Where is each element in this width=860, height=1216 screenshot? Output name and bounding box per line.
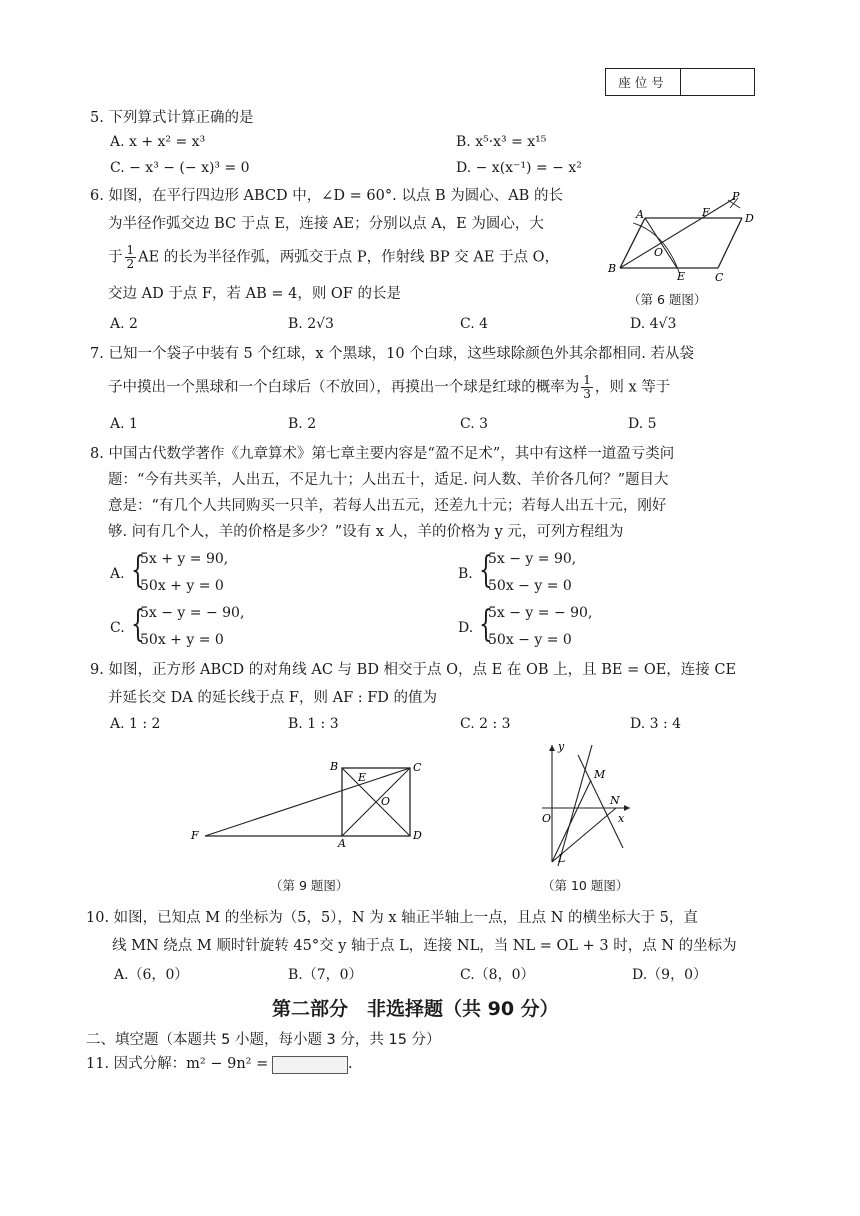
section2-title: 二、填空题（本题共 5 小题，每小题 3 分，共 15 分）: [86, 1032, 441, 1048]
q10-option-d: D.（9，0）: [632, 967, 707, 983]
q6-label-f: F: [702, 206, 710, 219]
q10-line-2: 线 MN 绕点 M 顺时针旋转 45°交 y 轴于点 L，连接 NL，当 NL = OL + 3 时，点 N 的坐标为: [112, 938, 737, 954]
q8-option-d-brace: {: [479, 604, 493, 645]
q11-answer-blank[interactable]: [272, 1056, 348, 1074]
q10-option-c: C.（8，0）: [460, 967, 535, 983]
q7-option-b: B. 2: [288, 416, 317, 432]
q10-option-b: B.（7，0）: [288, 967, 363, 983]
q7-option-c: C. 3: [460, 416, 489, 432]
q6-line-3: 于 $\frac{1}{2}$ AE 的长为半径作弧，两弧交于点 P，作射线 BP 交 AE 于点 O，: [108, 243, 560, 271]
q10-label-n: N: [610, 794, 620, 807]
q8-option-b-label: B.: [458, 566, 473, 582]
q6-label-c: C: [715, 271, 724, 284]
q11-tail: .: [348, 1056, 353, 1072]
q6-figure: [600, 188, 760, 288]
q8-option-a-eq2: 50x + y = 0: [140, 578, 224, 594]
q5-option-d: D. − x(x⁻¹) = − x²: [456, 160, 582, 176]
q9-option-c: C. 2 : 3: [460, 716, 511, 732]
q6-option-b: B. 2√3: [288, 316, 334, 332]
q6-label-b: B: [608, 262, 617, 275]
q6-option-c: C. 4: [460, 316, 489, 332]
q8-option-c-eq1: 5x − y = − 90,: [140, 605, 245, 621]
q8-option-b-eq1: 5x − y = 90,: [488, 551, 577, 567]
q9-option-b: B. 1 : 3: [288, 716, 339, 732]
q9-label-e: E: [358, 771, 367, 784]
part2-title: 第二部分 非选择题（共 90 分）: [272, 998, 559, 1020]
q8-option-c-eq2: 50x + y = 0: [140, 632, 224, 648]
q6-line-4: 交边 AD 于点 F，若 AB = 4，则 OF 的长是: [108, 286, 401, 302]
q10-caption: （第 10 题图）: [542, 878, 629, 893]
q6-line-1: 6. 如图，在平行四边形 ABCD 中，∠D = 60°. 以点 B 为圆心、AB 的长: [90, 188, 563, 204]
q6-label-o: O: [654, 246, 664, 259]
q6-label-e: E: [677, 270, 686, 283]
q8-line-2: 题：“今有共买羊，人出五，不足九十；人出五十，适足. 问人数、羊价各几何？”题目大: [108, 472, 669, 488]
q5-option-a: A. x + x² = x³: [110, 134, 206, 150]
q8-option-a-label: A.: [110, 566, 125, 582]
q5-stem: 5. 下列算式计算正确的是: [90, 110, 254, 126]
q10-label-o: O: [542, 812, 552, 825]
q5-option-b: B. x⁵·x³ = x¹⁵: [456, 134, 547, 150]
q10-figure: [530, 740, 640, 870]
q8-option-d-eq1: 5x − y = − 90,: [488, 605, 593, 621]
q6-option-d: D. 4√3: [630, 316, 677, 332]
q7-option-d: D. 5: [628, 416, 657, 432]
q7-line-2: 子中摸出一个黑球和一个白球后（不放回），再摸出一个球是红球的概率为 $\frac{1}{3}$ ，则 x 等于: [108, 373, 671, 401]
q8-line-4: 够. 问有几个人，羊的价格是多少？”设有 x 人，羊的价格为 y 元，可列方程组为: [108, 524, 624, 540]
q9-line-1: 9. 如图，正方形 ABCD 的对角线 AC 与 BD 相交于点 O，点 E 在 OB 上，且 BE = OE，连接 CE: [90, 662, 737, 678]
q8-option-b-eq2: 50x − y = 0: [488, 578, 572, 594]
seat-number-box: [605, 68, 755, 96]
q8-option-c-label: C.: [110, 620, 125, 636]
q6-option-a: A. 2: [110, 316, 138, 332]
q10-label-y: y: [558, 740, 565, 753]
q9-option-a: A. 1 : 2: [110, 716, 161, 732]
q6-caption: （第 6 题图）: [628, 292, 707, 307]
q7-line-1: 7. 已知一个袋子中装有 5 个红球，x 个黑球，10 个白球，这些球除颜色外其余都相同. 若从袋: [90, 346, 694, 362]
q8-option-b-brace: {: [479, 550, 493, 591]
q8-option-d-eq2: 50x − y = 0: [488, 632, 572, 648]
q6-label-d: D: [745, 212, 754, 225]
q10-line-1: 10. 如图，已知点 M 的坐标为（5，5），N 为 x 轴正半轴上一点，且点 N 的横坐标大于 5，直: [86, 910, 698, 926]
q9-line-2: 并延长交 DA 的延长线于点 F，则 AF : FD 的值为: [108, 690, 438, 706]
q8-line-3: 意是：“有几个人共同购买一只羊，若每人出五元，还差九十元；若每人出五十元，刚好: [108, 498, 667, 514]
q6-label-p: P: [732, 190, 740, 203]
q8-option-c-brace: {: [131, 604, 145, 645]
q6-label-a: A: [636, 208, 644, 221]
q11-stem: 11. 因式分解：m² − 9n² =: [86, 1056, 269, 1072]
q9-label-d: D: [413, 829, 422, 842]
q9-label-b: B: [330, 760, 339, 773]
q9-option-d: D. 3 : 4: [630, 716, 682, 732]
q5-option-c: C. − x³ − (− x)³ = 0: [110, 160, 250, 176]
q9-caption: （第 9 题图）: [270, 878, 349, 893]
q9-label-o: O: [381, 795, 391, 808]
q9-figure: [185, 755, 435, 855]
seat-number-field[interactable]: [681, 69, 754, 95]
q9-label-c: C: [413, 761, 422, 774]
seat-number-label: 座位号: [606, 69, 681, 95]
q6-fraction: $\frac{1}{2}$: [126, 243, 135, 271]
q9-label-f: F: [191, 829, 199, 842]
q7-option-a: A. 1: [110, 416, 138, 432]
q10-option-a: A.（6，0）: [114, 967, 189, 983]
q8-option-a-eq1: 5x + y = 90,: [140, 551, 229, 567]
q6-line-2: 为半径作弧交边 BC 于点 E，连接 AE；分别以点 A，E 为圆心，大: [108, 216, 544, 232]
q10-label-l: L: [558, 852, 566, 865]
q7-fraction: $\frac{1}{3}$: [583, 373, 591, 401]
q8-option-d-label: D.: [458, 620, 474, 636]
q10-label-x: x: [618, 812, 625, 825]
q10-label-m: M: [594, 768, 606, 781]
q8-option-a-brace: {: [131, 550, 145, 591]
q9-label-a: A: [338, 837, 346, 850]
q8-line-1: 8. 中国古代数学著作《九章算术》第七章主要内容是“盈不足术”，其中有这样一道盈亏类问: [90, 446, 675, 462]
